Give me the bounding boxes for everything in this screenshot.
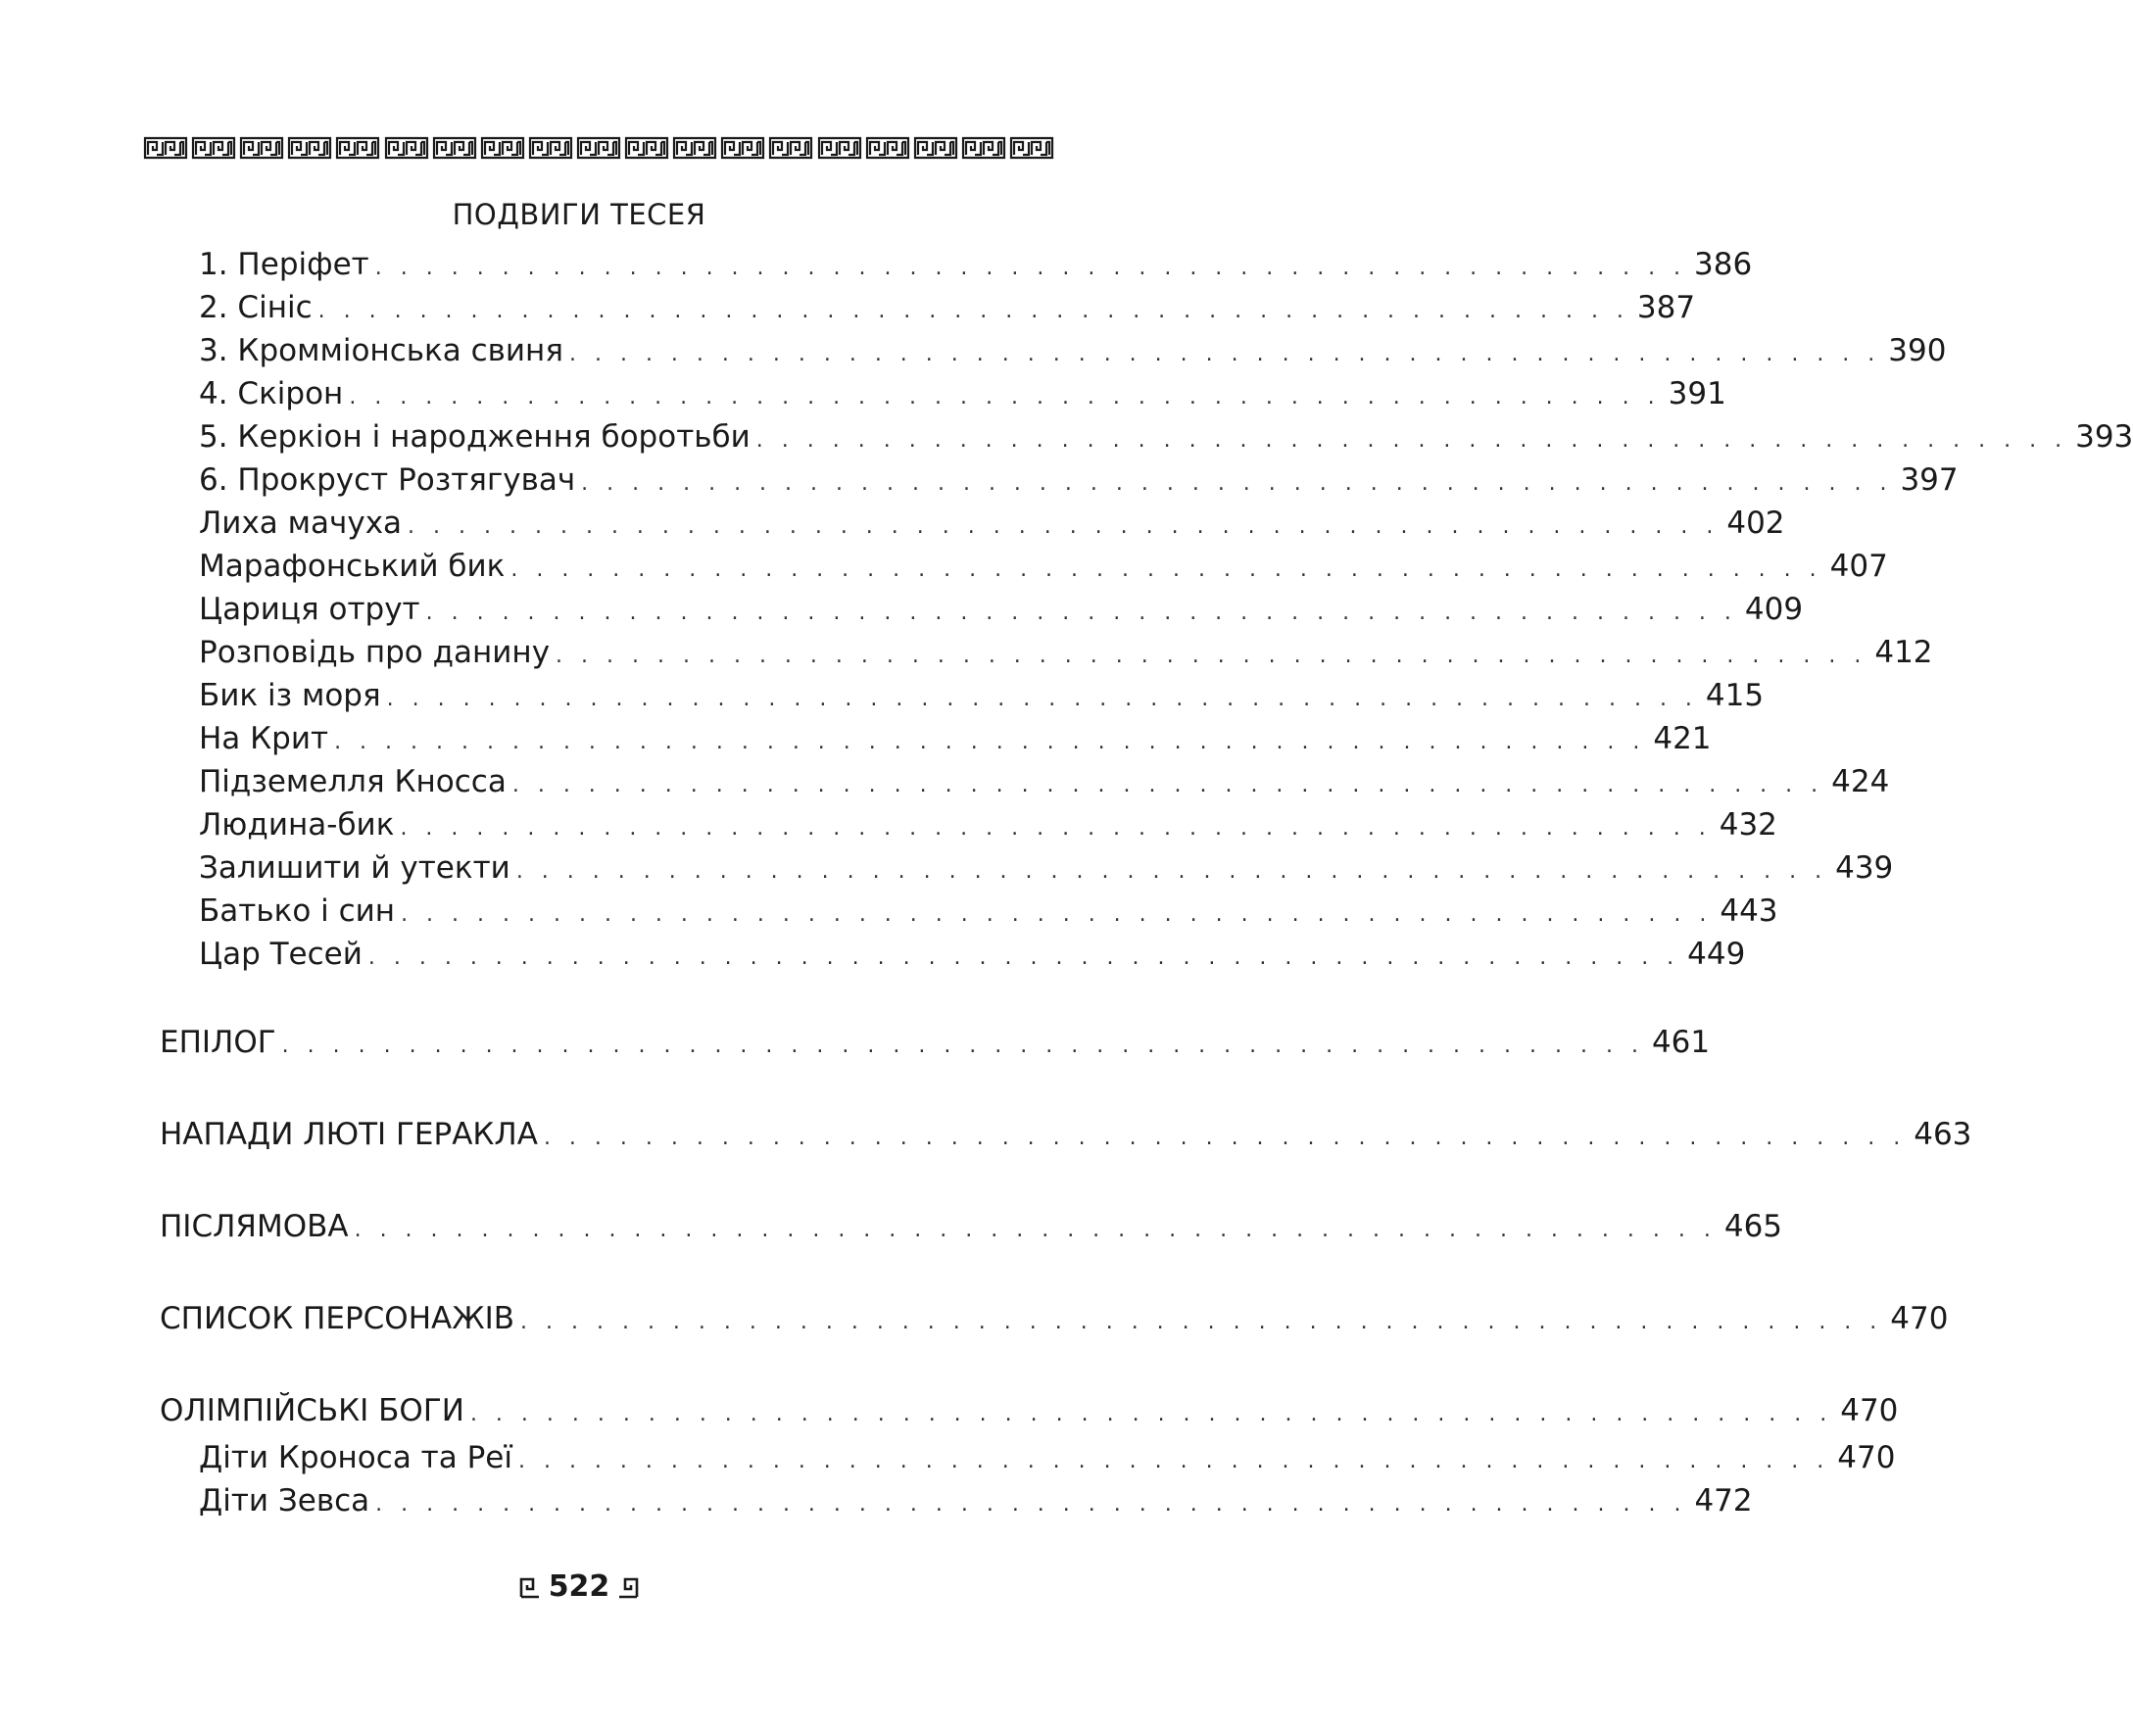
toc-entry[interactable] [199,504,1785,547]
toc-entry-page: 424 [1831,764,1890,799]
greek-key-border-icon [480,135,525,161]
toc-entry-label: 6. Прокруст Розтягувач [199,462,576,498]
toc-chapter[interactable] [160,1207,1783,1250]
dot-leader: . . . . . . . . . . . . . . . . . . . . . . . . . . . . . . . . . . . . . . . . . . . . . . . . . . . . [511,773,1824,797]
toc-entry[interactable] [199,374,1726,417]
greek-key-border-icon [191,135,236,161]
toc-entry[interactable] [199,590,1804,633]
greek-key-border-icon [384,135,429,161]
toc-entry-label: Залишити й утекти [199,850,510,886]
toc-chapter-page: 470 [1840,1393,1899,1428]
dot-leader: . . . . . . . . . . . . . . . . . . . . . . . . . . . . . . . . . . . . . . . . . . . . . . . . . . . . . . [354,1218,1717,1242]
greek-key-border-icon [239,135,284,161]
dot-leader: . . . . . . . . . . . . . . . . . . . . . . . . . . . . . . . . . . . . . . . . . . . . . . . . . . . . [510,557,1822,582]
toc-entry-page: 470 [1837,1440,1896,1475]
toc-entry-label: Цариця отрут [199,592,420,627]
toc-chapter[interactable] [160,1391,1899,1434]
greek-key-border-icon [335,135,380,161]
toc-entry-page: 393 [2075,419,2133,455]
toc-chapter-page: 470 [1890,1301,1949,1336]
toc-entry-page: 390 [1888,333,1947,368]
toc-entry-page: 397 [1900,462,1959,498]
dot-leader: . . . . . . . . . . . . . . . . . . . . . . . . . . . . . . . . . . . . . . . . . . . . . . . . . . . . [334,730,1646,754]
dot-leader: . . . . . . . . . . . . . . . . . . . . . . . . . . . . . . . . . . . . . . . . . . . . . . . . . . . . [408,514,1720,539]
toc-chapter-label: ОЛІМПІЙСЬКІ БОГИ [160,1393,464,1428]
greek-key-border [143,135,1054,161]
greek-key-border-icon [720,135,765,161]
toc-entry-page: 386 [1694,247,1753,282]
toc-chapter[interactable] [160,1023,1711,1066]
toc-entry[interactable] [199,1438,1896,1481]
dot-leader: . . . . . . . . . . . . . . . . . . . . . . . . . . . . . . . . . . . . . . . . . . . . . . . . . . . . [581,471,1893,496]
toc-entry-label: Діти Зевса [199,1483,370,1519]
dot-leader: . . . . . . . . . . . . . . . . . . . . . . . . . . . . . . . . . . . . . . . . . . . . . . . . . . . . [375,1492,1687,1517]
toc-chapter-label: ЕПІЛОГ [160,1025,276,1060]
dot-leader: . . . . . . . . . . . . . . . . . . . . . . . . . . . . . . . . . . . . . . . . . . . . . . . . . . . . [568,342,1881,366]
toc-entry-page: 412 [1874,635,1933,670]
toc-entry[interactable] [199,245,1753,288]
dot-leader: . . . . . . . . . . . . . . . . . . . . . . . . . . . . . . . . . . . . . . . . . . . . . . . . . . . . [755,428,2068,453]
toc-chapter[interactable] [160,1115,1972,1158]
toc-entry-label: Лиха мачуха [199,506,403,541]
toc-entry[interactable] [199,1481,1753,1524]
toc-entry-label: Підземелля Кносса [199,764,507,799]
greek-key-border-icon [672,135,717,161]
toc-entry-label: Марафонський бик [199,549,506,584]
toc-entry-page: 449 [1687,937,1746,972]
toc-entry[interactable] [199,805,1777,848]
greek-key-right-icon [617,1575,639,1599]
toc-entry-page: 409 [1744,592,1804,627]
toc-entry-page: 472 [1694,1483,1753,1519]
toc-chapter-page: 465 [1723,1209,1783,1244]
dot-leader: . . . . . . . . . . . . . . . . . . . . . . . . . . . . . . . . . . . . . . . . . . . . . . . . . . . . . . [543,1126,1907,1150]
toc-entry[interactable] [199,460,1959,504]
greek-key-border-icon [865,135,910,161]
greek-key-left-icon [519,1575,541,1599]
dot-leader: . . . . . . . . . . . . . . . . . . . . . . . . . . . . . . . . . . . . . . . . . . . . . . . . . . . . [374,256,1687,280]
dot-leader: . . . . . . . . . . . . . . . . . . . . . . . . . . . . . . . . . . . . . . . . . . . . . . . . . . . . [349,385,1661,410]
dot-leader: . . . . . . . . . . . . . . . . . . . . . . . . . . . . . . . . . . . . . . . . . . . . . . . . . . . . [401,902,1713,927]
toc-entry[interactable] [199,848,1894,892]
toc-entry-page: 402 [1726,506,1785,541]
dot-leader: . . . . . . . . . . . . . . . . . . . . . . . . . . . . . . . . . . . . . . . . . . . . . . . . . . . . [515,859,1828,884]
greek-key-border-icon [1009,135,1054,161]
toc-entry-page: 391 [1668,376,1726,411]
toc-chapter[interactable] [160,1299,1949,1342]
toc-entry-label: Діти Кроноса та Реї [199,1440,512,1475]
dot-leader: . . . . . . . . . . . . . . . . . . . . . . . . . . . . . . . . . . . . . . . . . . . . . . . . . . . . [367,945,1680,970]
toc-entry-page: 387 [1636,290,1696,325]
toc-entry-page: 443 [1720,893,1778,929]
dot-leader: . . . . . . . . . . . . . . . . . . . . . . . . . . . . . . . . . . . . . . . . . . . . . . . . . . . . [425,601,1737,625]
dot-leader: . . . . . . . . . . . . . . . . . . . . . . . . . . . . . . . . . . . . . . . . . . . . . . . . . . . . [556,644,1867,668]
greek-key-border-icon [961,135,1006,161]
dot-leader: . . . . . . . . . . . . . . . . . . . . . . . . . . . . . . . . . . . . . . . . . . . . . . . . . . . . . . [281,1034,1644,1058]
toc-entry-label: 4. Скірон [199,376,344,411]
dot-leader: . . . . . . . . . . . . . . . . . . . . . . . . . . . . . . . . . . . . . . . . . . . . . . . . . . . . [386,687,1698,711]
toc-entry-label: Бик із моря [199,678,381,713]
page-footer [0,1569,1158,1604]
toc-entry-page: 439 [1835,850,1894,886]
toc-entry[interactable] [199,331,1947,374]
greek-key-border-icon [143,135,188,161]
dot-leader: . . . . . . . . . . . . . . . . . . . . . . . . . . . . . . . . . . . . . . . . . . . . . . . . . . . . [317,299,1629,323]
toc-entry-label: 3. Кромміонська свиня [199,333,563,368]
greek-key-border-icon [624,135,669,161]
toc-entry-label: 5. Керкіон і народження боротьби [199,419,751,455]
toc-entry[interactable] [199,633,1933,676]
toc-entry[interactable] [199,892,1778,935]
toc-entry-page: 407 [1829,549,1888,584]
toc-entry-label: Розповідь про данину [199,635,551,670]
toc-entry[interactable] [199,935,1746,978]
toc-entry[interactable] [199,417,2133,460]
toc-entry-label: Цар Тесей [199,937,363,972]
toc-entry-label: Батько і син [199,893,396,929]
toc-entry[interactable] [199,719,1712,762]
greek-key-border-icon [287,135,332,161]
toc-entry-label: На Крит [199,721,329,756]
toc-chapter-label: СПИСОК ПЕРСОНАЖІВ [160,1301,515,1336]
toc-chapter-page: 461 [1651,1025,1711,1060]
greek-key-border-icon [576,135,621,161]
greek-key-border-icon [817,135,862,161]
section-title: ПОДВИГИ ТЕСЕЯ [452,198,706,231]
dot-leader: . . . . . . . . . . . . . . . . . . . . . . . . . . . . . . . . . . . . . . . . . . . . . . . . . . . . . . [520,1310,1883,1334]
greek-key-border-icon [528,135,573,161]
toc-entry-page: 432 [1719,807,1777,843]
toc-entry[interactable] [199,547,1888,590]
toc-entry[interactable] [199,676,1765,719]
toc-chapter-page: 463 [1914,1117,1972,1152]
toc-entry-page: 415 [1705,678,1765,713]
toc-entry[interactable] [199,288,1696,331]
greek-key-border-icon [432,135,477,161]
toc-entry[interactable] [199,762,1890,805]
toc-entry-page: 421 [1653,721,1712,756]
greek-key-border-icon [768,135,813,161]
page-number: 522 [548,1569,610,1604]
dot-leader: . . . . . . . . . . . . . . . . . . . . . . . . . . . . . . . . . . . . . . . . . . . . . . . . . . . . . . [469,1402,1833,1426]
dot-leader: . . . . . . . . . . . . . . . . . . . . . . . . . . . . . . . . . . . . . . . . . . . . . . . . . . . . [517,1449,1830,1473]
greek-key-border-icon [913,135,958,161]
toc-entry-label: 2. Сініс [199,290,313,325]
toc-chapter-label: ПІСЛЯМОВА [160,1209,349,1244]
toc-entry-label: Людина-бик [199,807,395,843]
toc-chapter-label: НАПАДИ ЛЮТІ ГЕРАКЛА [160,1117,538,1152]
toc-entry-label: 1. Періфет [199,247,369,282]
dot-leader: . . . . . . . . . . . . . . . . . . . . . . . . . . . . . . . . . . . . . . . . . . . . . . . . . . . . [400,816,1712,841]
